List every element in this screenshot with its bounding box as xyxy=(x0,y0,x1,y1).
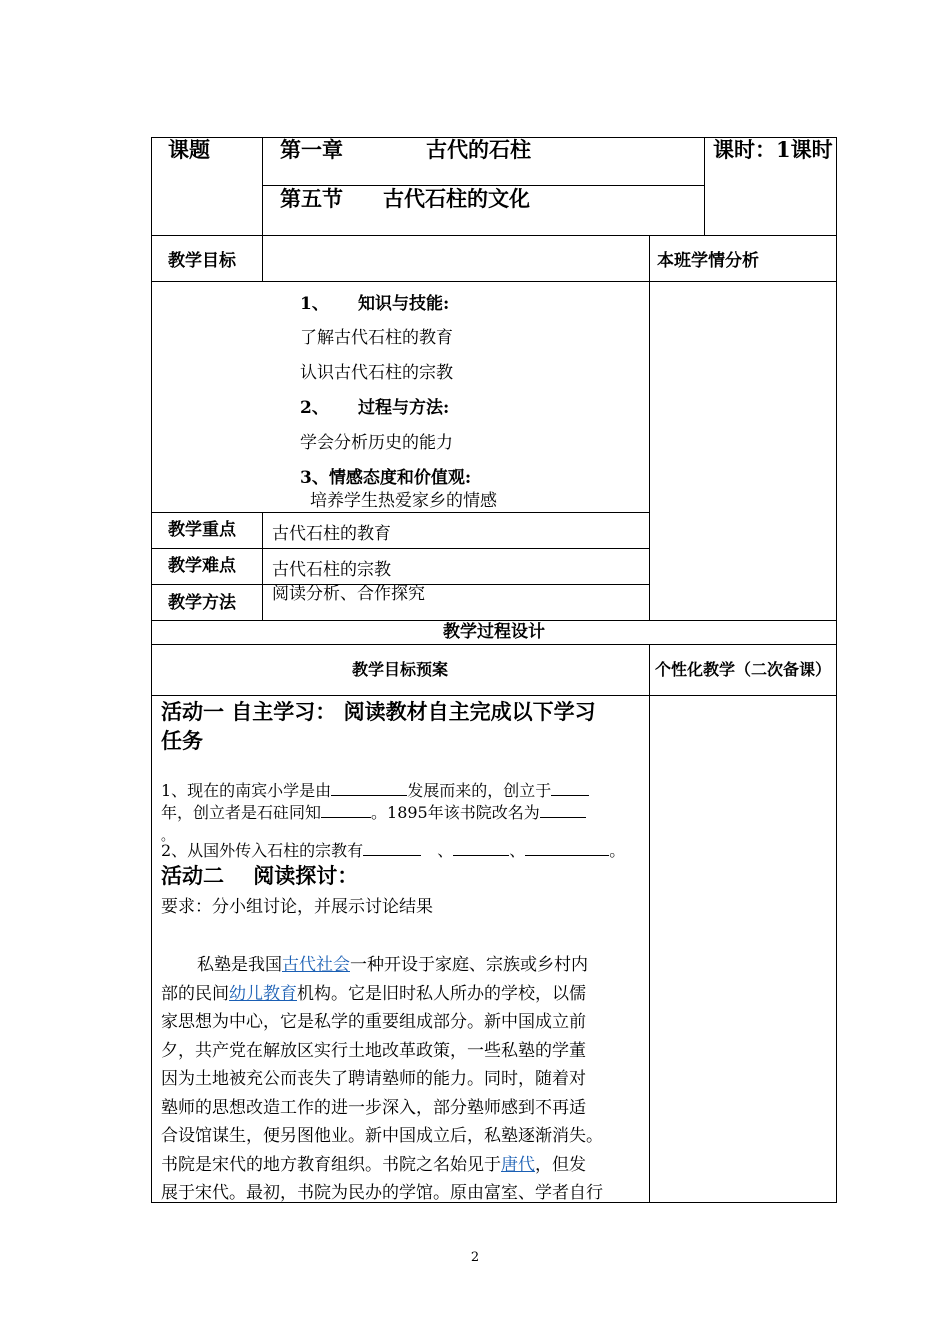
knowledge-item: 认识古代石柱的宗教 xyxy=(300,363,453,383)
link-ancient-society[interactable]: 古代社会 xyxy=(282,955,350,975)
process-row-bottom xyxy=(151,644,837,645)
activity2-title: 活动二 阅读探讨： xyxy=(161,863,359,888)
label-column-divider-top xyxy=(262,137,263,281)
question-text: 、 xyxy=(437,841,454,860)
question-text: 1、现在的南宾小学是由 xyxy=(161,781,332,800)
reading-passage xyxy=(161,951,645,1208)
passage-line: 合设馆谋生，便另图他业。新中国成立后，私塾逐渐消失。 xyxy=(161,1126,603,1146)
question-2 xyxy=(161,840,625,862)
key-point-label: 教学重点 xyxy=(168,520,236,540)
passage-line: 因为土地被充公而丧失了聘请塾师的能力。同时，随着对 xyxy=(161,1069,586,1089)
activity1-title: 活动一 自主学习： 阅读教材自主完成以下学习 xyxy=(161,699,596,724)
question-text: 发展而来的，创立于 xyxy=(407,781,552,800)
answer-blank[interactable] xyxy=(453,840,509,856)
process-title: 过程与方法: xyxy=(358,398,450,418)
knowledge-item: 了解古代石柱的教育 xyxy=(300,328,453,348)
section-title: 古代石柱的文化 xyxy=(383,186,530,211)
header-bottom-border xyxy=(151,235,837,236)
chapter-title: 古代的石柱 xyxy=(426,137,531,162)
difficulty-label: 教学难点 xyxy=(168,556,236,576)
question-text: 。 xyxy=(609,841,626,860)
answer-blank[interactable] xyxy=(540,802,586,818)
method-row-bottom xyxy=(151,620,837,621)
method-value: 阅读分析、合作探究 xyxy=(272,584,425,604)
answer-blank[interactable] xyxy=(551,780,589,796)
passage-line: 塾师的思想改造工作的进一步深入，部分塾师感到不再适 xyxy=(161,1097,586,1118)
key-point-value: 古代石柱的教育 xyxy=(272,524,391,544)
method-label: 教学方法 xyxy=(168,593,236,613)
question-text: 。 xyxy=(161,829,175,844)
knowledge-title: 知识与技能: xyxy=(358,294,450,314)
class-analysis-label: 本班学情分析 xyxy=(657,251,759,271)
answer-blank[interactable] xyxy=(331,780,407,796)
section-number: 第五节 xyxy=(280,186,343,211)
goals-body-bottom xyxy=(151,512,649,513)
keypoint-row-bottom xyxy=(151,548,649,549)
passage-line: 展于宋代。最初，书院为民办的学馆。原由富室、学者自行 xyxy=(161,1183,603,1203)
plan-header: 教学目标预案 xyxy=(351,660,448,679)
passage-line: 书院是宋代的地方教育组织。书院之名始见于唐代，但发 xyxy=(161,1154,586,1175)
label-column-divider-bottom xyxy=(262,512,263,620)
question-text: 、 xyxy=(509,841,526,860)
emotion-item: 培养学生热爱家乡的情感 xyxy=(310,491,497,511)
link-tang-dynasty[interactable]: 唐代 xyxy=(501,1154,535,1175)
activity2-requirement: 要求：分小组讨论，并展示讨论结果 xyxy=(161,897,433,917)
goals-header-bottom xyxy=(151,281,837,282)
lesson-hours: 课时：1课时 xyxy=(713,137,833,162)
answer-blank[interactable] xyxy=(321,802,371,818)
analysis-column-divider xyxy=(649,235,650,620)
page-number: 2 xyxy=(470,1250,480,1265)
answer-blank[interactable] xyxy=(525,840,609,856)
activity1-title: 任务 xyxy=(161,728,203,753)
question-text: 年，创立者是石砫同知 xyxy=(161,803,322,822)
question-text: 2、从国外传入石柱的宗教有 xyxy=(161,841,364,860)
process-number: 2、 xyxy=(300,398,329,418)
process-design-title: 教学过程设计 xyxy=(443,622,545,642)
difficulty-value: 古代石柱的宗教 xyxy=(272,560,391,580)
plan-header-bottom xyxy=(151,695,837,696)
passage-line: 私塾是我国古代社会一种开设于家庭、宗族或乡村内 xyxy=(197,955,588,975)
personal-teaching-header: 个性化教学（二次备课） xyxy=(654,660,831,679)
passage-line: 夕，共产党在解放区实行土地改革政策，一些私塾的学董 xyxy=(161,1040,586,1061)
chapter-number: 第一章 xyxy=(280,137,343,162)
emotion-title: 3、情感态度和价值观: xyxy=(300,468,472,488)
question-text: 。1895年该书院改名为 xyxy=(371,803,540,822)
passage-line: 部的民间幼儿教育机构。它是旧时私人所办的学校，以儒 xyxy=(161,983,586,1004)
goals-label: 教学目标 xyxy=(168,251,236,271)
passage-line: 家思想为中心，它是私学的重要组成部分。新中国成立前 xyxy=(161,1012,586,1032)
question-1 xyxy=(161,780,645,846)
link-preschool-education[interactable]: 幼儿教育 xyxy=(229,983,297,1004)
process-item: 学会分析历史的能力 xyxy=(300,433,453,453)
hours-column-divider xyxy=(704,137,705,235)
subject-label: 课题 xyxy=(168,137,210,162)
answer-blank[interactable] xyxy=(363,840,421,856)
personal-column-divider xyxy=(649,644,650,1202)
knowledge-number: 1、 xyxy=(300,294,329,314)
